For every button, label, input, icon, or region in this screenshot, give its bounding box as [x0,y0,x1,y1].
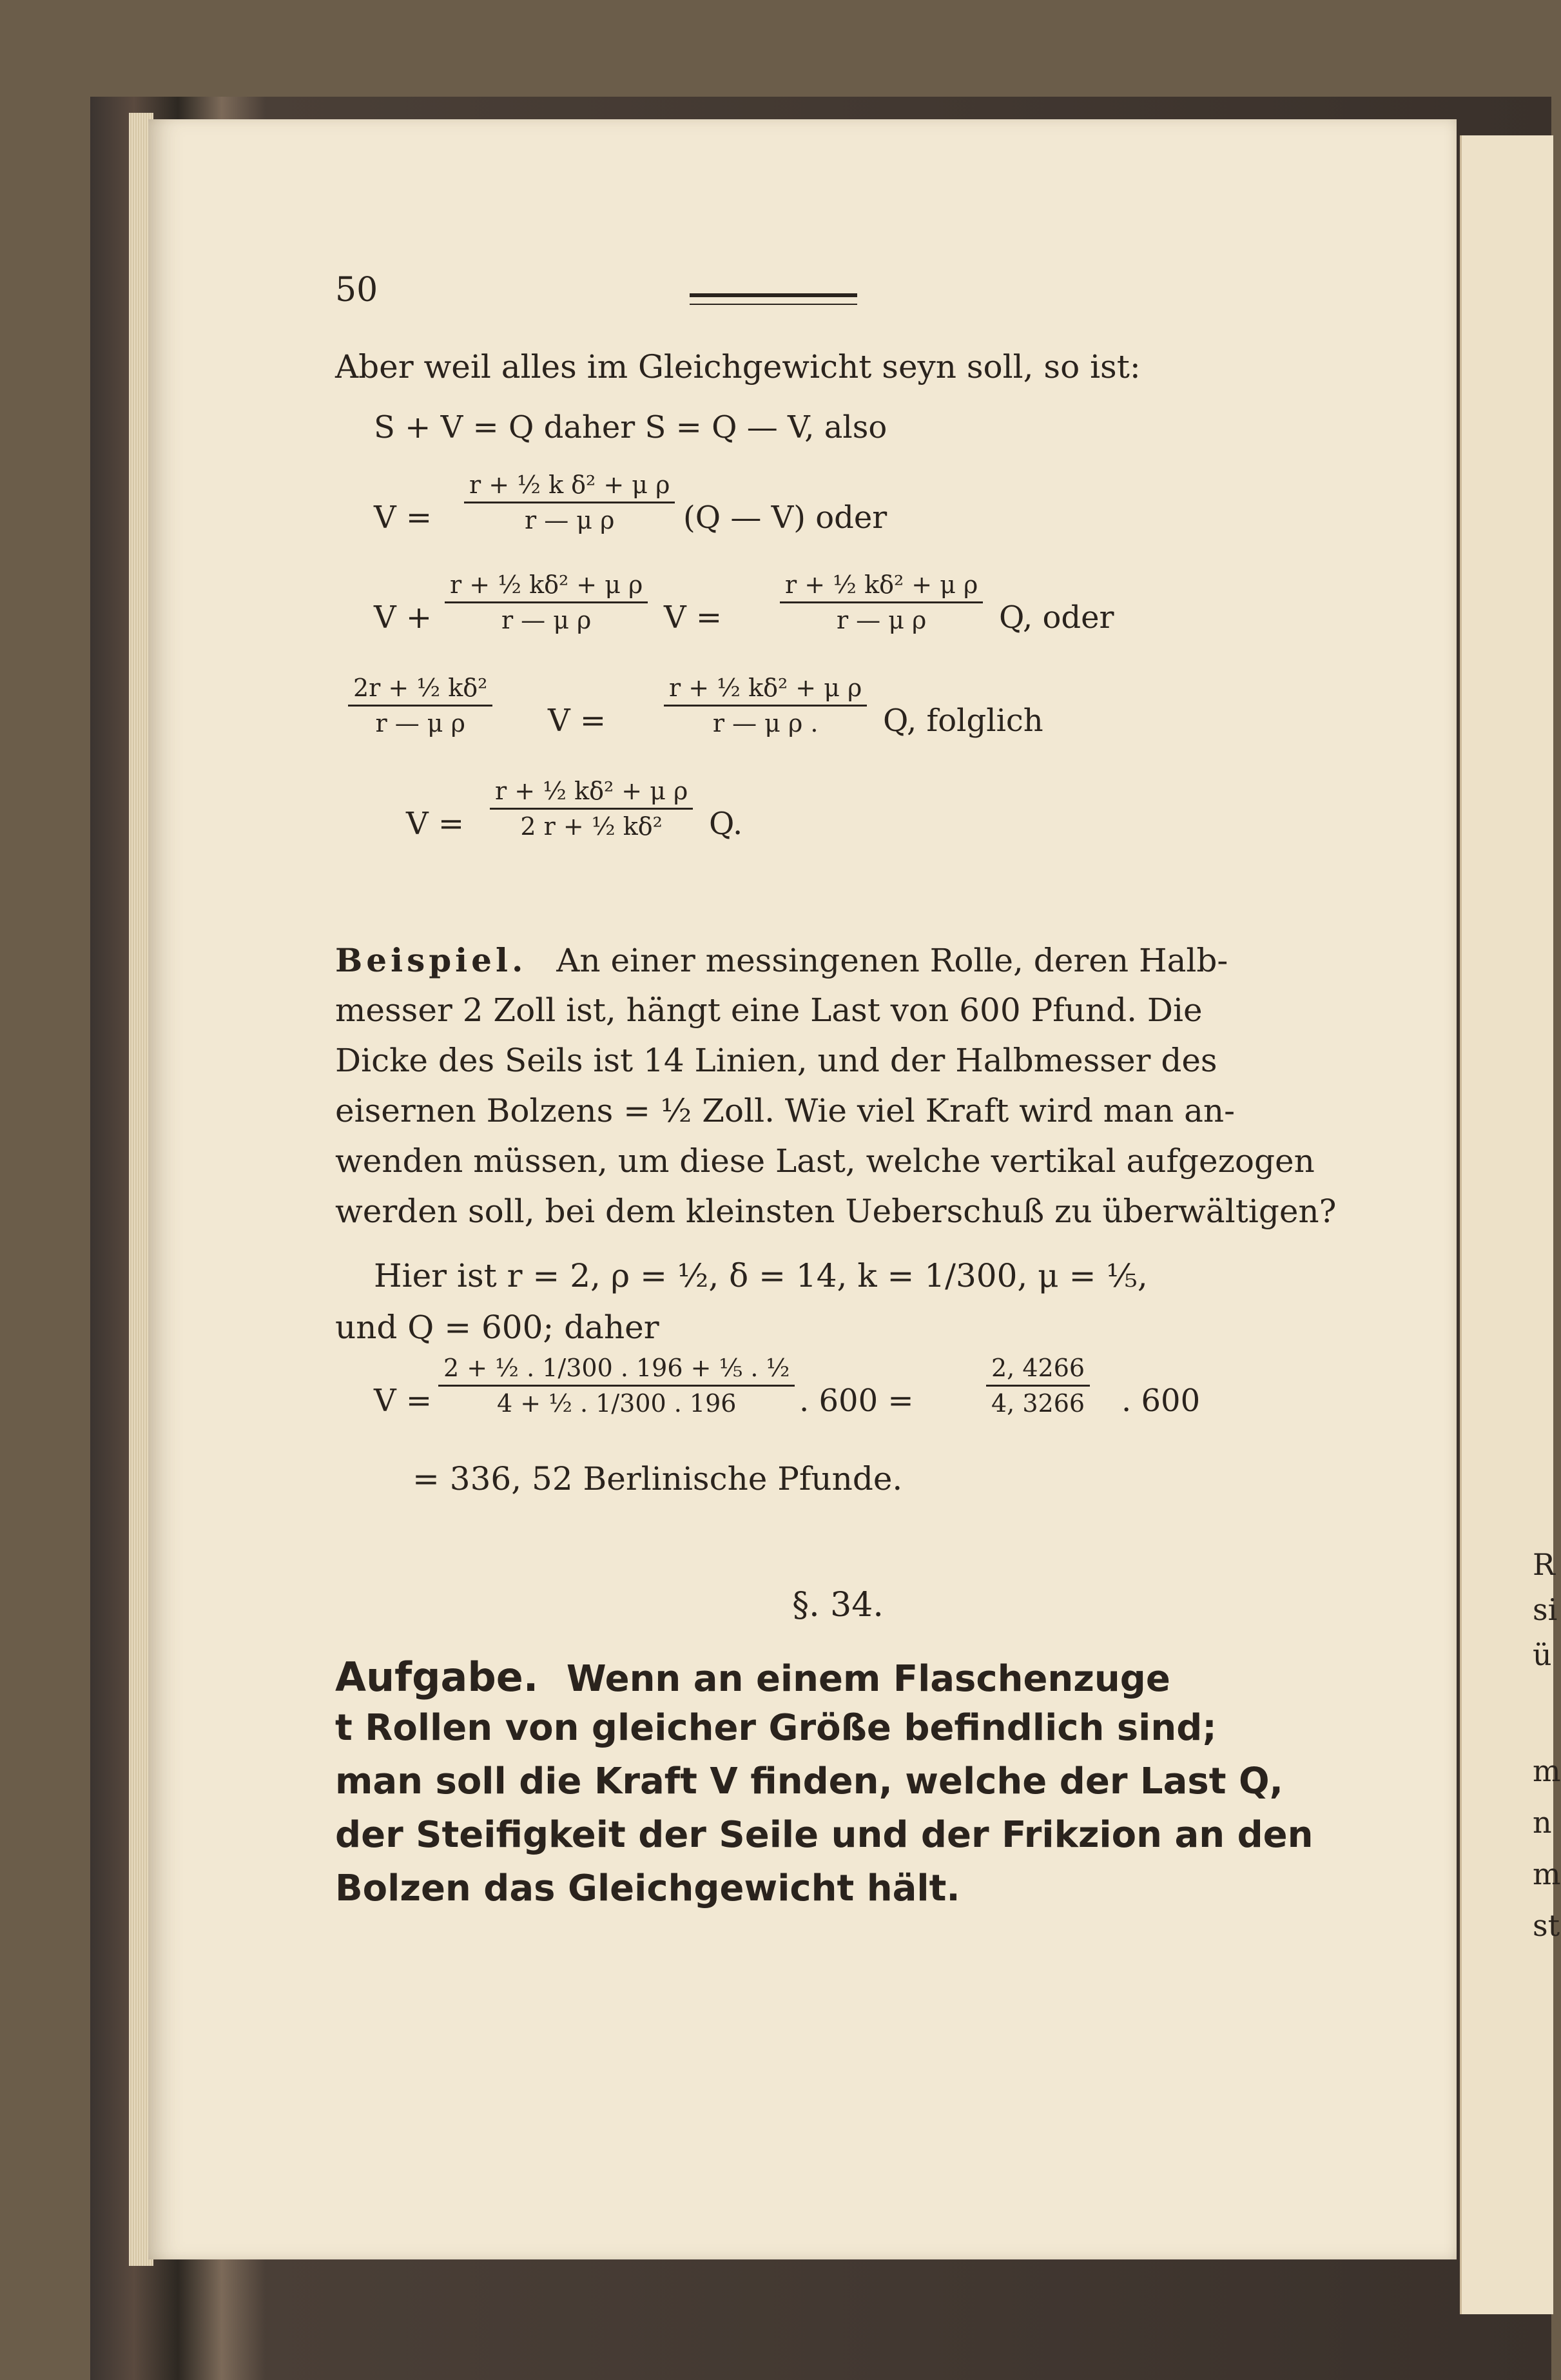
eq2-denominator: r — μ ρ [524,506,615,534]
equation-1: S + V = Q daher S = Q — V, also [374,409,887,445]
eq4-numerator-right: r + ½ kδ² + μ ρ [664,674,867,707]
eq4-denominator-left: r — μ ρ [375,709,465,737]
example-line-2: messer 2 Zoll ist, hängt eine Last von 600 Pfund. Die [335,991,1203,1029]
eq2-rhs: (Q — V) oder [683,500,887,536]
eq5-denominator: 2 r + ½ kδ² [520,812,663,841]
eq4-denominator-right: r — μ ρ . [712,709,819,737]
calc-numerator-left: 2 + ½ . 1/300 . 196 + ⅕ . ½ [438,1354,795,1387]
eq3-numerator-right: r + ½ kδ² + μ ρ [780,571,983,603]
margin-fragment-4: m [1533,1753,1561,1788]
margin-fragment-7: st [1533,1908,1560,1943]
right-page [1460,135,1553,2314]
eq4-rhs: Q, folglich [883,703,1043,739]
task-line-3: man soll die Kraft V finden, welche der Last Q, [335,1761,1283,1802]
task-text-1: Wenn an einem Flaschenzuge [566,1658,1170,1700]
intro-line: Aber weil alles im Gleichgewicht seyn soll, so ist: [335,348,1141,385]
example-line-4: eisernen Bolzens = ½ Zoll. Wie viel Kraft wird man an- [335,1092,1235,1129]
margin-fragment-5: n [1533,1805,1552,1840]
given-line-1: Hier ist r = 2, ρ = ½, δ = 14, k = 1/300, μ = ⅕, [374,1257,1148,1294]
task-line-5: Bolzen das Gleichgewicht hält. [335,1868,960,1909]
eq3-fraction-left [445,571,648,634]
calc-numerator-right: 2, 4266 [986,1354,1090,1387]
calc-result: = 336, 52 Berlinische Pfunde. [412,1460,903,1497]
example-line-5: wenden müssen, um diese Last, welche vertikal aufgezogen [335,1142,1315,1180]
calc-denominator-right: 4, 3266 [991,1389,1085,1418]
eq3-denominator-right: r — μ ρ [836,606,927,634]
eq4-mid: V = [548,703,606,739]
eq5-lhs: V = [406,806,465,842]
eq2-fraction [464,471,675,534]
eq5-numerator: r + ½ kδ² + μ ρ [490,777,693,810]
task-line-1 [335,1653,1170,1701]
eq3-numerator-left: r + ½ kδ² + μ ρ [445,571,648,603]
header-rule [690,293,857,305]
example-heading: Beispiel. [335,941,527,979]
eq3-mid: V = [664,600,722,636]
calc-rhs: . 600 [1121,1383,1201,1419]
eq3-rhs: Q, oder [999,600,1114,636]
given-line-2: und Q = 600; daher [335,1309,659,1346]
page-number: 50 [335,271,378,309]
eq2-lhs: V = [374,500,432,536]
task-line-4: der Steifigkeit der Seile und der Frikzion an den [335,1814,1314,1856]
example-line-6: werden soll, bei dem kleinsten Ueberschuß zu überwältigen? [335,1193,1337,1230]
eq4-fraction-right [664,674,867,737]
calc-mid: . 600 = [799,1383,914,1419]
margin-fragment-3: ü [1533,1637,1552,1672]
section-number: §. 34. [792,1586,884,1624]
margin-fragment-1: R [1533,1547,1555,1582]
calc-fraction-left [438,1354,795,1418]
eq3-denominator-left: r — μ ρ [501,606,592,634]
example-line-1 [335,941,1228,979]
task-line-2: t Rollen von gleicher Größe befindlich sind; [335,1707,1217,1749]
margin-fragment-2: si [1533,1592,1558,1627]
calc-fraction-right [986,1354,1090,1418]
eq4-fraction-left [348,674,492,737]
calc-lhs: V = [374,1383,432,1419]
eq3-lhs: V + [374,600,432,636]
example-text-1: An einer messingenen Rolle, deren Halb- [556,942,1228,979]
eq3-fraction-right [780,571,983,634]
eq5-rhs: Q. [709,806,743,842]
task-heading: Aufgabe. [335,1653,539,1701]
eq2-numerator: r + ½ k δ² + μ ρ [464,471,675,503]
calc-denominator-left: 4 + ½ . 1/300 . 196 [496,1389,737,1418]
example-line-3: Dicke des Seils ist 14 Linien, und der Halbmesser des [335,1042,1217,1079]
eq5-fraction [490,777,693,841]
eq4-numerator-left: 2r + ½ kδ² [348,674,492,707]
margin-fragment-6: m [1533,1857,1561,1891]
